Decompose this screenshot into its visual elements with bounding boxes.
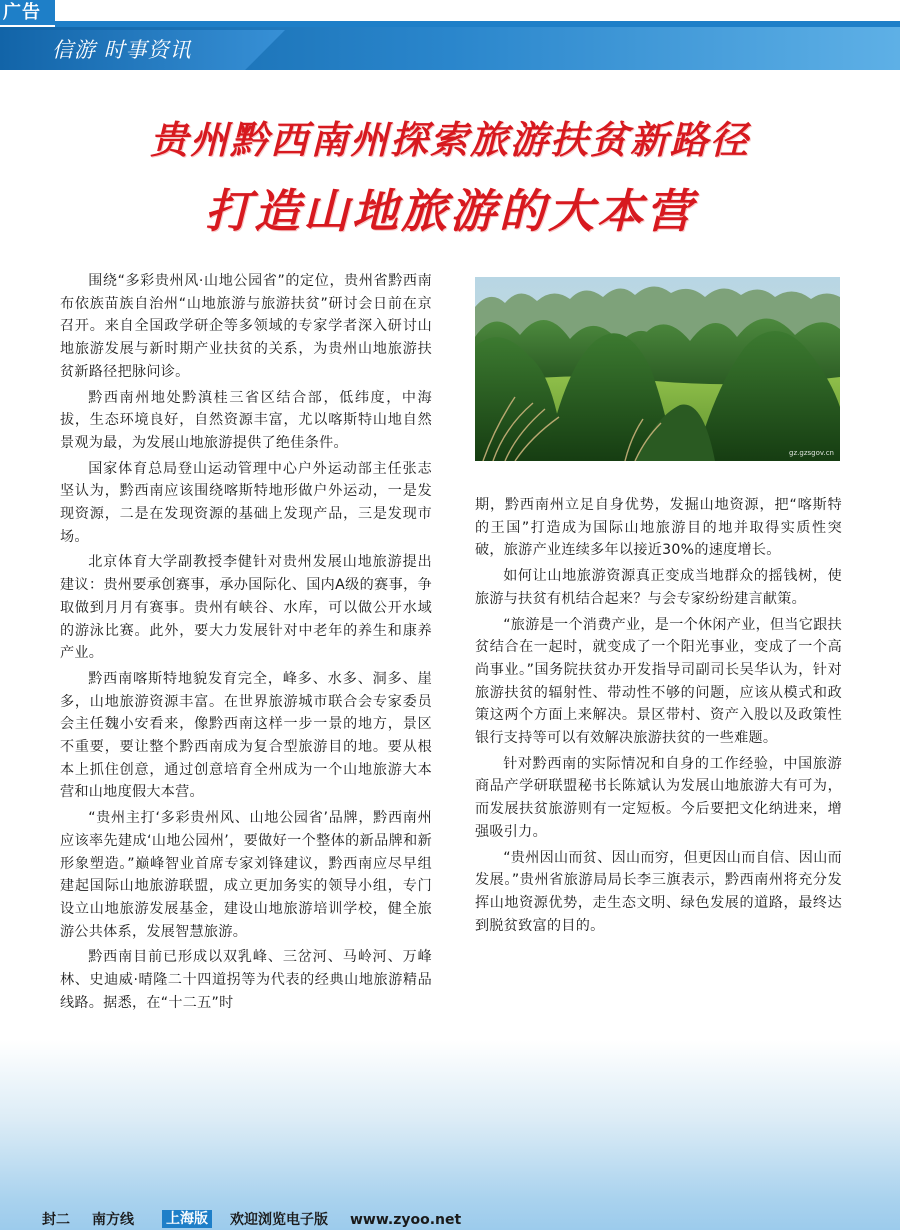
paragraph-continuation: 期，黔西南州立足自身优势，发掘山地资源，把“喀斯特的王国”打造成为国际山地旅游目的地并取得实质性突破，旅游产业连续多年以接近30%的速度增长。 bbox=[475, 497, 842, 559]
paragraph: 如何让山地旅游资源真正变成当地群众的摇钱树，使旅游与扶贫有机结合起来？与会专家纷纷建言献策。 bbox=[475, 568, 842, 607]
paragraph: 黔西南喀斯特地貌发育完全，峰多、水多、洞多、崖多，山地旅游资源丰富。在世界旅游城市联合会专家委员会主任魏小安看来，像黔西南这样一步一景的地方，景区不重要，要让整个黔西南成为复合型旅游目的地。要从根本上抓住创意，通过创意培育全州成为一个山地旅游大本营和山地度假大本营。 bbox=[60, 670, 432, 801]
footer-page-label: 封二 bbox=[42, 1212, 70, 1228]
karst-landscape-photo bbox=[475, 277, 840, 461]
article-title-line1: 贵州黔西南州探索旅游扶贫新路径 bbox=[149, 118, 750, 162]
article-title-line2: 打造山地旅游的大本营 bbox=[205, 184, 695, 238]
paragraph: 黔西南州地处黔滇桂三省区结合部，低纬度，中海拔，生态环境良好，自然资源丰富，尤以喀斯特山地自然景观为最，为发展山地旅游提供了绝佳条件。 bbox=[60, 389, 432, 451]
footer-url-link[interactable]: www.zyoo.net bbox=[350, 1212, 462, 1228]
paragraph: “旅游是一个消费产业，是一个休闲产业，但当它跟扶贫结合在一起时，就变成了一个阳光事业，变成了一个高尚事业。”国务院扶贫办开发指导司副司长吴华认为，针对旅游扶贫的辐射性、带动性不够的问题，应该从模式和政策这两个方面上来解决。景区带村、资产入股以及政策性银行支持等可以有效解决旅游扶贫的一些难题。 bbox=[475, 616, 842, 747]
ad-label: 广告 bbox=[0, 0, 55, 25]
footer-brand: 南方线 bbox=[92, 1212, 134, 1228]
header-divider bbox=[0, 70, 900, 73]
article-column-right bbox=[475, 494, 842, 1054]
karst-landscape-illustration bbox=[475, 277, 840, 461]
paragraph: “贵州主打‘多彩贵州风、山地公园省’品牌，黔西南州应该率先建成‘山地公园州’，要做好一个整体的新品牌和新形象塑造。”巅峰智业首席专家刘锋建议，黔西南应尽早组建起国际山地旅游联盟，成立更加务实的领导小组，专门设立山地旅游发展基金，建设山地旅游培训学校，健全旅游公共体系，发展智慧旅游。 bbox=[60, 810, 432, 940]
photo-watermark: gz.gzsgov.cn bbox=[789, 449, 834, 457]
paragraph: 针对黔西南的实际情况和自身的工作经验，中国旅游商品产学研联盟秘书长陈斌认为发展山地旅游大有可为，而发展扶贫旅游则有一定短板。今后要把文化纳进来，增强吸引力。 bbox=[475, 755, 842, 840]
paragraph: 北京体育大学副教授李健针对贵州发展山地旅游提出建议：贵州要承创赛事，承办国际化、国内A级的赛事，争取做到月月有赛事。贵州有峡谷、水库，可以做公开水域的游泳比赛。此外，要大力发展针对中老年的养生和康养产业。 bbox=[60, 554, 432, 662]
article-column-left bbox=[60, 270, 432, 1090]
footer-edition-badge: 上海版 bbox=[162, 1210, 212, 1228]
paragraph: “贵州因山而贫、因山而穷，但更因山而自信、因山而发展。”贵州省旅游局局长李三旗表示，黔西南州将充分发挥山地资源优势，走生态文明、绿色发展的道路，最终达到脱贫致富的目的。 bbox=[475, 849, 842, 934]
paragraph: 黔西南目前已形成以双乳峰、三岔河、马岭河、万峰林、史迪威·晴隆二十四道拐等为代表的经典山地旅游精品线路。据悉，在“十二五”时 bbox=[60, 949, 432, 1011]
paragraph: 围绕“多彩贵州风·山地公园省”的定位，贵州省黔西南布依族苗族自治州“山地旅游与旅游扶贫”研讨会日前在京召开。来自全国政学研企等多领域的专家学者深入研讨山地旅游发展与新时期产业扶贫的关系，为贵州山地旅游扶贫新路径把脉问诊。 bbox=[60, 273, 432, 380]
paragraph: 国家体育总局登山运动管理中心户外运动部主任张志坚认为，黔西南应该围绕喀斯特地形做户外运动，一是发现资源，二是在发现资源的基础上发现产品，三是发现市场。 bbox=[60, 460, 432, 545]
footer-welcome-text: 欢迎浏览电子版 bbox=[230, 1212, 328, 1228]
section-title: 信游 时事资讯 bbox=[52, 38, 192, 62]
footer bbox=[0, 1210, 900, 1230]
